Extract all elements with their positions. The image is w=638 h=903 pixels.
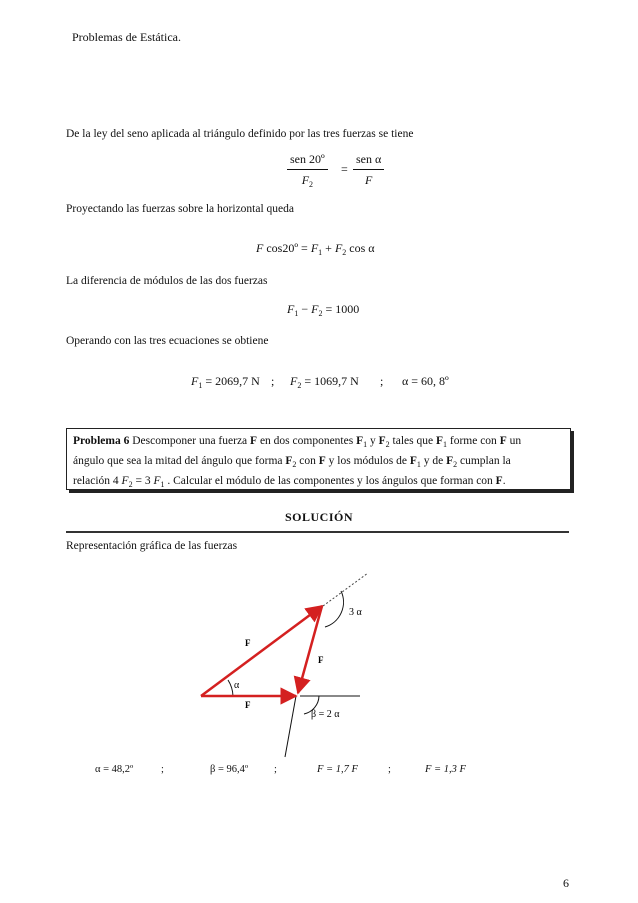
label-beta: β = 2 α	[311, 709, 340, 720]
graph-caption: Representación gráfica de las fuerzas	[66, 540, 238, 552]
equation-result-F1: $F_1 = 2069,7$ N	[191, 374, 260, 390]
fraction-left-numerator: sen 20º	[287, 152, 328, 170]
problem-line-2: ángulo que sea la mitad del ángulo que forma $F_2$ con F y los módulos de $F_1$ y de $F_2$ cumplan la	[73, 455, 511, 469]
force-vector-F1	[201, 606, 322, 696]
label-alpha: α	[234, 680, 240, 691]
equation-equals-sign: =	[341, 162, 348, 176]
label-force-F2: F	[318, 655, 324, 665]
paragraph-module-difference: La diferencia de módulos de las dos fuerzas	[66, 275, 268, 287]
fraction-left-denominator: $F_2$	[301, 173, 314, 189]
label-force-F1: F	[245, 638, 251, 648]
result-alpha: α = 48,2º	[95, 764, 134, 775]
angle-alpha-arc	[228, 680, 233, 696]
paragraph-solve-equations: Operando con las tres ecuaciones se obtiene	[66, 335, 269, 347]
page-header: Problemas de Estática.	[72, 30, 181, 44]
problem-line-1: Problema 6 Descomponer una fuerza F en dos componentes $F_1$ y $F_2$ tales que $F_1$ forme con F un	[73, 435, 522, 449]
equation-separator-1: ;	[271, 374, 275, 388]
result-F1-ratio: F = 1,7 F	[317, 764, 358, 775]
label-3alpha: 3 α	[349, 607, 362, 618]
page-number: 6	[563, 876, 569, 890]
label-force-F: F	[245, 700, 251, 710]
result-separator-1: ;	[161, 764, 164, 775]
extension-dotted-line	[323, 573, 368, 606]
angle-3alpha-arc	[325, 591, 343, 627]
equation-horizontal: F cos20º = $F_1 + F_2$ cos α	[256, 241, 375, 257]
f2-direction-line	[285, 696, 296, 757]
solution-title: SOLUCIÓN	[284, 510, 353, 524]
paragraph-horizontal-projection: Proyectando las fuerzas sobre la horizontal queda	[66, 203, 294, 215]
result-F2-ratio: F = 1,3 F	[425, 764, 466, 775]
equation-result-F2: $F_2 = 1069,7$ N	[290, 374, 359, 390]
equation-difference: $F_1 - F_2 = 1000$	[287, 302, 360, 318]
equation-separator-2: ;	[380, 374, 384, 388]
paragraph-sine-law: De la ley del seno aplicada al triángulo definido por las tres fuerzas se tiene	[66, 128, 414, 140]
fraction-right-denominator: F	[364, 173, 373, 187]
problem-line-3: relación 4 $F_2 = 3$ $F_1$ . Calcular el módulo de las componentes y los ángulos que forman con F.	[73, 475, 506, 489]
result-separator-2: ;	[274, 764, 277, 775]
equation-result-alpha: α = 60, 8º	[402, 374, 449, 388]
fraction-right-numerator: sen α	[353, 152, 384, 170]
force-vector-F2	[298, 606, 322, 693]
result-separator-3: ;	[388, 764, 391, 775]
result-beta: β = 96,4º	[210, 764, 249, 775]
